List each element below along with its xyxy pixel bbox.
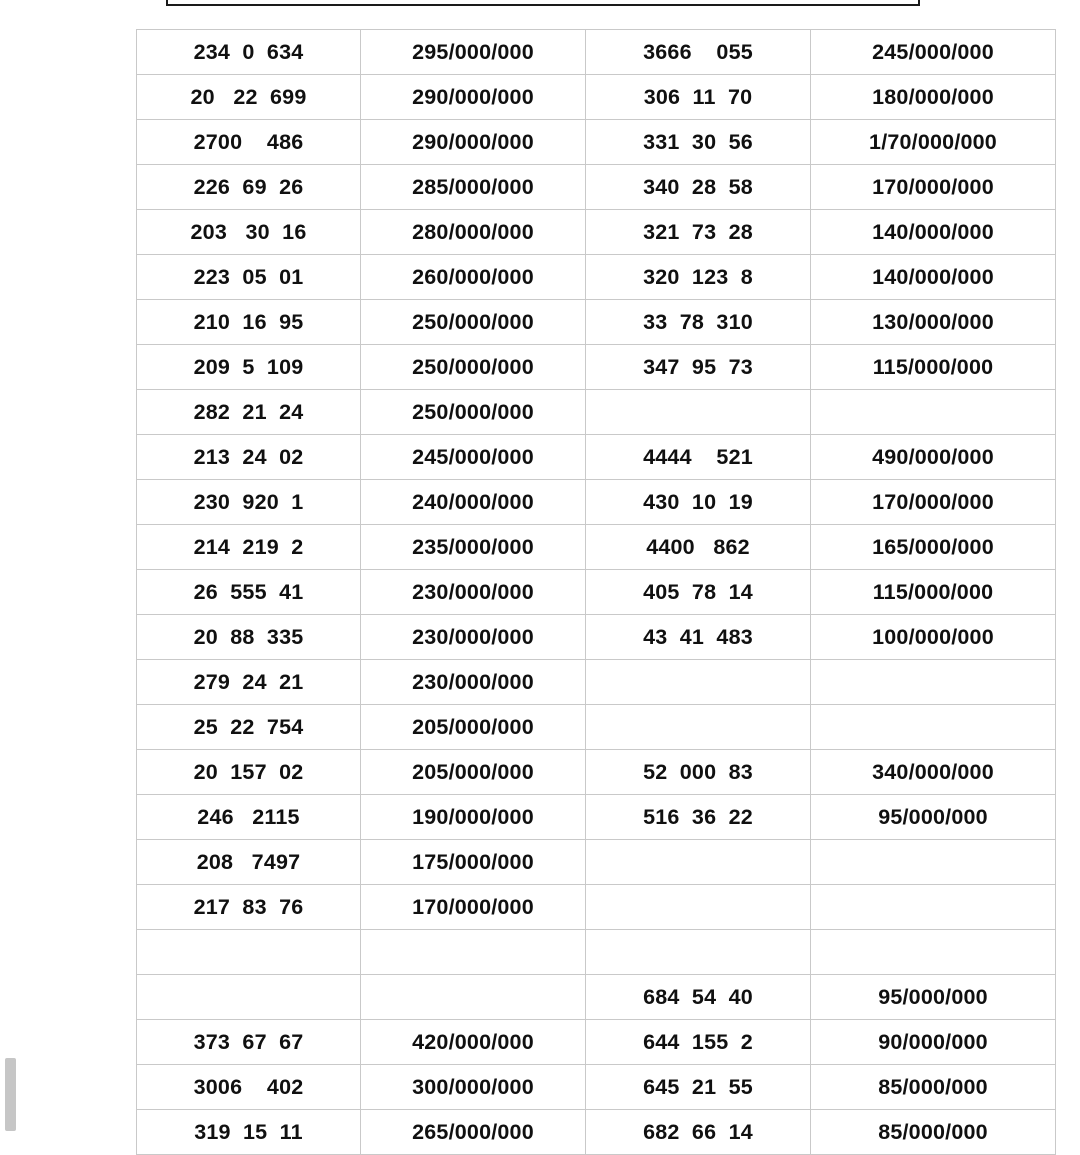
table-cell-left_value: 230/000/000 [361, 615, 586, 660]
table-cell-left_value: 290/000/000 [361, 75, 586, 120]
table-cell-left_value: 190/000/000 [361, 795, 586, 840]
table-cell-right_code: 645 21 55 [586, 1065, 811, 1110]
table-cell-right_value: 140/000/000 [811, 210, 1056, 255]
table-cell-right_value: 140/000/000 [811, 255, 1056, 300]
table-cell-right_value: 340/000/000 [811, 750, 1056, 795]
table-row [137, 705, 1056, 750]
table-cell-right_code: 4444 521 [586, 435, 811, 480]
table-cell-right_code [586, 840, 811, 885]
table-cell-left_value: 250/000/000 [361, 390, 586, 435]
table-row [137, 885, 1056, 930]
page-scrollbar-thumb[interactable] [5, 1058, 16, 1131]
table-cell-left_code: 20 22 699 [137, 75, 361, 120]
table-cell-right_value: 490/000/000 [811, 435, 1056, 480]
table-row [137, 210, 1056, 255]
table-cell-right_code: 33 78 310 [586, 300, 811, 345]
table-cell-right_code: 405 78 14 [586, 570, 811, 615]
top-clipped-box [166, 0, 920, 6]
table-cell-right_code: 321 73 28 [586, 210, 811, 255]
table-row [137, 660, 1056, 705]
table-cell-left_code: 282 21 24 [137, 390, 361, 435]
table-row [137, 750, 1056, 795]
table-row [137, 795, 1056, 840]
table-cell-right_value: 100/000/000 [811, 615, 1056, 660]
table-cell-left_code: 3006 402 [137, 1065, 361, 1110]
table-cell-left_code: 203 30 16 [137, 210, 361, 255]
table-row [137, 390, 1056, 435]
table-cell-right_value: 130/000/000 [811, 300, 1056, 345]
table-cell-right_code: 3666 055 [586, 30, 811, 75]
table-cell-left_value: 265/000/000 [361, 1110, 586, 1155]
table-cell-left_value: 295/000/000 [361, 30, 586, 75]
table-cell-right_value: 170/000/000 [811, 165, 1056, 210]
table-cell-left_code: 210 16 95 [137, 300, 361, 345]
table-cell-right_value: 95/000/000 [811, 975, 1056, 1020]
table-cell-left_code: 373 67 67 [137, 1020, 361, 1065]
table-cell-left_code: 26 555 41 [137, 570, 361, 615]
table-cell-left_code: 223 05 01 [137, 255, 361, 300]
table-cell-right_code: 4400 862 [586, 525, 811, 570]
table-cell-left_value: 280/000/000 [361, 210, 586, 255]
table-cell-left_value: 290/000/000 [361, 120, 586, 165]
table-cell-left_value: 260/000/000 [361, 255, 586, 300]
table-cell-left_code: 25 22 754 [137, 705, 361, 750]
table-row [137, 525, 1056, 570]
table-row [137, 255, 1056, 300]
table-cell-right_value: 170/000/000 [811, 480, 1056, 525]
table-cell-left_code: 234 0 634 [137, 30, 361, 75]
table-row [137, 930, 1056, 975]
table-cell-left_code: 208 7497 [137, 840, 361, 885]
table-cell-left_value [361, 975, 586, 1020]
table-cell-left_code: 214 219 2 [137, 525, 361, 570]
table-cell-left_value: 170/000/000 [361, 885, 586, 930]
table-cell-left_value: 235/000/000 [361, 525, 586, 570]
table-cell-right_value: 85/000/000 [811, 1065, 1056, 1110]
table-cell-left_code: 20 157 02 [137, 750, 361, 795]
table-cell-left_value: 205/000/000 [361, 750, 586, 795]
table-cell-left_value [361, 930, 586, 975]
table-cell-left_code: 2700 486 [137, 120, 361, 165]
table-cell-right_code: 340 28 58 [586, 165, 811, 210]
table-cell-left_value: 420/000/000 [361, 1020, 586, 1065]
table-row [137, 300, 1056, 345]
table-cell-left_value: 240/000/000 [361, 480, 586, 525]
table-cell-right_code: 644 155 2 [586, 1020, 811, 1065]
number-table-container [136, 29, 1055, 1155]
table-cell-right_value: 85/000/000 [811, 1110, 1056, 1155]
table-cell-left_value: 300/000/000 [361, 1065, 586, 1110]
table-cell-right_code: 516 36 22 [586, 795, 811, 840]
table-cell-left_code: 209 5 109 [137, 345, 361, 390]
table-cell-right_code: 306 11 70 [586, 75, 811, 120]
table-row [137, 615, 1056, 660]
table-cell-left_value: 230/000/000 [361, 660, 586, 705]
table-cell-left_code: 279 24 21 [137, 660, 361, 705]
table-cell-right_code: 331 30 56 [586, 120, 811, 165]
table-cell-right_value [811, 660, 1056, 705]
table-cell-left_code: 213 24 02 [137, 435, 361, 480]
table-cell-right_value: 1/70/000/000 [811, 120, 1056, 165]
table-cell-right_code [586, 660, 811, 705]
table-row [137, 1065, 1056, 1110]
table-cell-right_value: 90/000/000 [811, 1020, 1056, 1065]
table-cell-right_code: 430 10 19 [586, 480, 811, 525]
number-table [136, 29, 1056, 1155]
table-cell-right_code: 347 95 73 [586, 345, 811, 390]
table-cell-left_code [137, 930, 361, 975]
table-cell-right_code [586, 705, 811, 750]
table-cell-left_value: 205/000/000 [361, 705, 586, 750]
table-row [137, 570, 1056, 615]
table-cell-right_code: 684 54 40 [586, 975, 811, 1020]
table-cell-right_code [586, 390, 811, 435]
table-cell-left_code: 246 2115 [137, 795, 361, 840]
table-cell-right_value: 115/000/000 [811, 345, 1056, 390]
table-cell-left_value: 285/000/000 [361, 165, 586, 210]
table-cell-right_code: 320 123 8 [586, 255, 811, 300]
table-row [137, 165, 1056, 210]
table-cell-left_code: 319 15 11 [137, 1110, 361, 1155]
table-cell-right_value: 180/000/000 [811, 75, 1056, 120]
table-row [137, 75, 1056, 120]
table-cell-right_code: 52 000 83 [586, 750, 811, 795]
table-row [137, 345, 1056, 390]
table-cell-right_value [811, 705, 1056, 750]
table-cell-left_code: 217 83 76 [137, 885, 361, 930]
table-cell-right_value: 95/000/000 [811, 795, 1056, 840]
table-cell-right_value [811, 930, 1056, 975]
table-cell-right_code [586, 885, 811, 930]
table-row [137, 435, 1056, 480]
table-row [137, 30, 1056, 75]
table-cell-right_code: 682 66 14 [586, 1110, 811, 1155]
table-cell-right_value [811, 840, 1056, 885]
table-cell-left_value: 245/000/000 [361, 435, 586, 480]
table-cell-right_value: 115/000/000 [811, 570, 1056, 615]
table-cell-left_code: 20 88 335 [137, 615, 361, 660]
table-cell-right_value [811, 885, 1056, 930]
table-row [137, 1110, 1056, 1155]
table-cell-left_value: 175/000/000 [361, 840, 586, 885]
table-cell-right_value: 245/000/000 [811, 30, 1056, 75]
table-cell-left_value: 230/000/000 [361, 570, 586, 615]
table-row [137, 840, 1056, 885]
number-table-body [137, 30, 1056, 1155]
table-cell-right_code: 43 41 483 [586, 615, 811, 660]
table-cell-left_value: 250/000/000 [361, 300, 586, 345]
table-cell-left_code: 230 920 1 [137, 480, 361, 525]
table-cell-right_value: 165/000/000 [811, 525, 1056, 570]
table-cell-left_code: 226 69 26 [137, 165, 361, 210]
table-cell-right_value [811, 390, 1056, 435]
table-cell-left_value: 250/000/000 [361, 345, 586, 390]
table-row [137, 975, 1056, 1020]
table-row [137, 480, 1056, 525]
table-cell-right_code [586, 930, 811, 975]
table-row [137, 1020, 1056, 1065]
table-row [137, 120, 1056, 165]
table-cell-left_code [137, 975, 361, 1020]
